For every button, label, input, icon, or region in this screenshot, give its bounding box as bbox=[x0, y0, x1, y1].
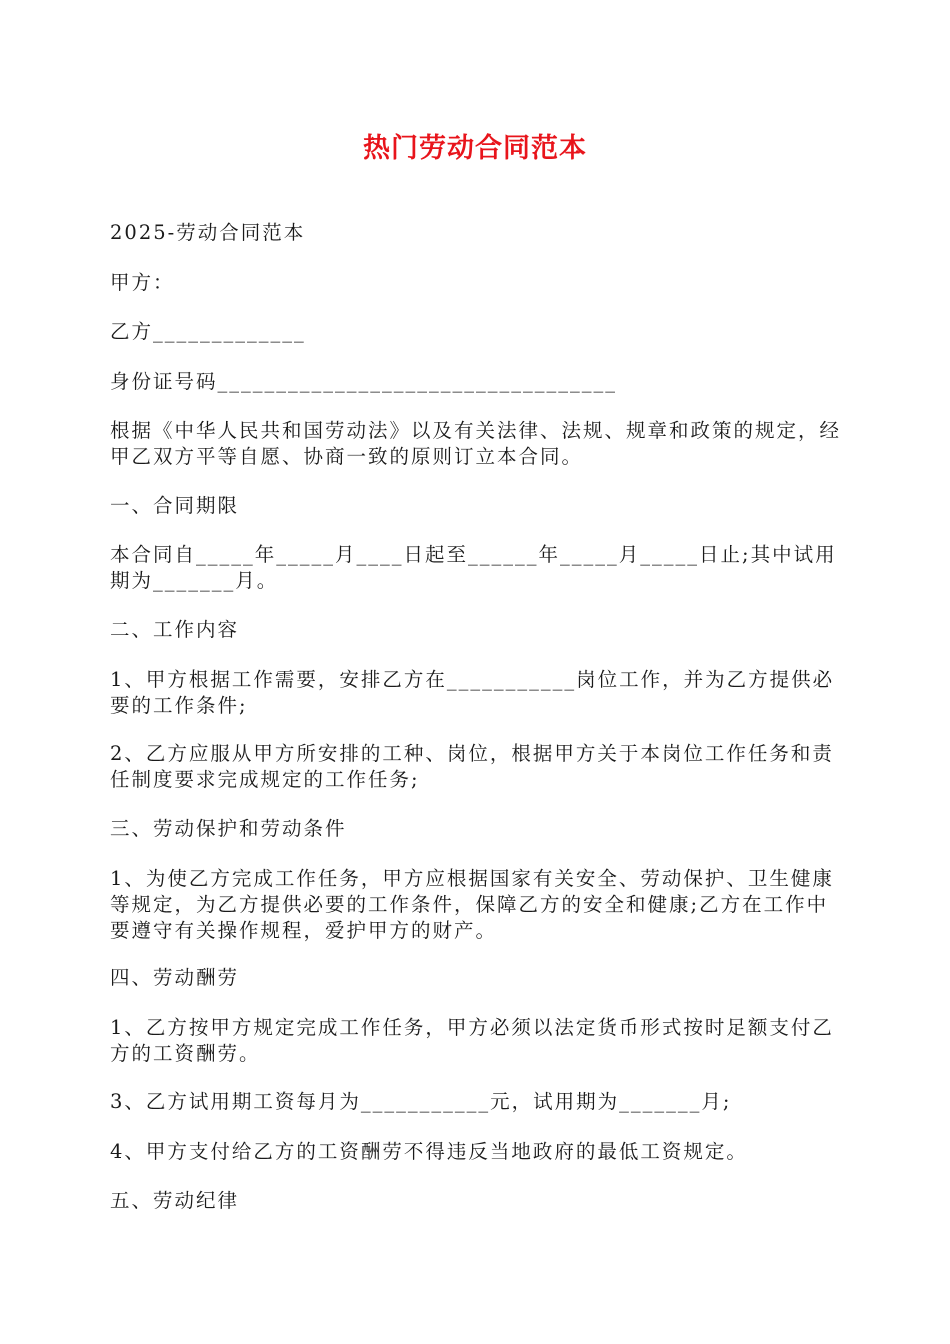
section-heading-work-content: 二、工作内容 bbox=[110, 618, 240, 641]
remuneration-clause-4: 4、甲方支付给乙方的工资酬劳不得违反当地政府的最低工资规定。 bbox=[110, 1140, 748, 1163]
remuneration-clause-1: 1、乙方按甲方规定完成工作任务，甲方必须以法定货币形式按时足额支付乙方的工资酬劳。 bbox=[110, 1016, 834, 1065]
section-heading-labor-protection: 三、劳动保护和劳动条件 bbox=[110, 817, 347, 840]
section-heading-term: 一、合同期限 bbox=[110, 494, 240, 517]
remuneration-clause-3: 3、乙方试用期工资每月为___________元，试用期为_______月; bbox=[110, 1090, 732, 1113]
id-number-line: 身份证号码__________________________________ bbox=[110, 370, 618, 393]
party-b-line: 乙方_____________ bbox=[110, 320, 306, 343]
document-title: 热门劳动合同范本 bbox=[363, 133, 587, 164]
party-a-line: 甲方： bbox=[110, 271, 175, 294]
section-heading-labor-discipline: 五、劳动纪律 bbox=[110, 1189, 240, 1212]
preamble-paragraph: 根据《中华人民共和国劳动法》以及有关法律、法规、规章和政策的规定，经甲乙双方平等自愿、协商一致的原则订立本合同。 bbox=[110, 419, 842, 468]
labor-protection-clause-1: 1、为使乙方完成工作任务，甲方应根据国家有关安全、劳动保护、卫生健康等规定，为乙方提供必要的工作条件，保障乙方的安全和健康;乙方在工作中要遵守有关操作规程，爱护甲方的财产。 bbox=[110, 867, 834, 942]
work-content-clause-2: 2、乙方应服从甲方所安排的工种、岗位，根据甲方关于本岗位工作任务和责任制度要求完成规定的工作任务; bbox=[110, 742, 834, 791]
contract-term-paragraph: 本合同自_____年_____月____日起至______年_____月_____日止;其中试用期为_______月。 bbox=[110, 543, 837, 592]
work-content-clause-1: 1、甲方根据工作需要，安排乙方在___________岗位工作，并为乙方提供必要的工作条件; bbox=[110, 668, 835, 717]
doc-subtitle: 2025-劳动合同范本 bbox=[110, 221, 306, 244]
section-heading-remuneration: 四、劳动酬劳 bbox=[110, 966, 240, 989]
